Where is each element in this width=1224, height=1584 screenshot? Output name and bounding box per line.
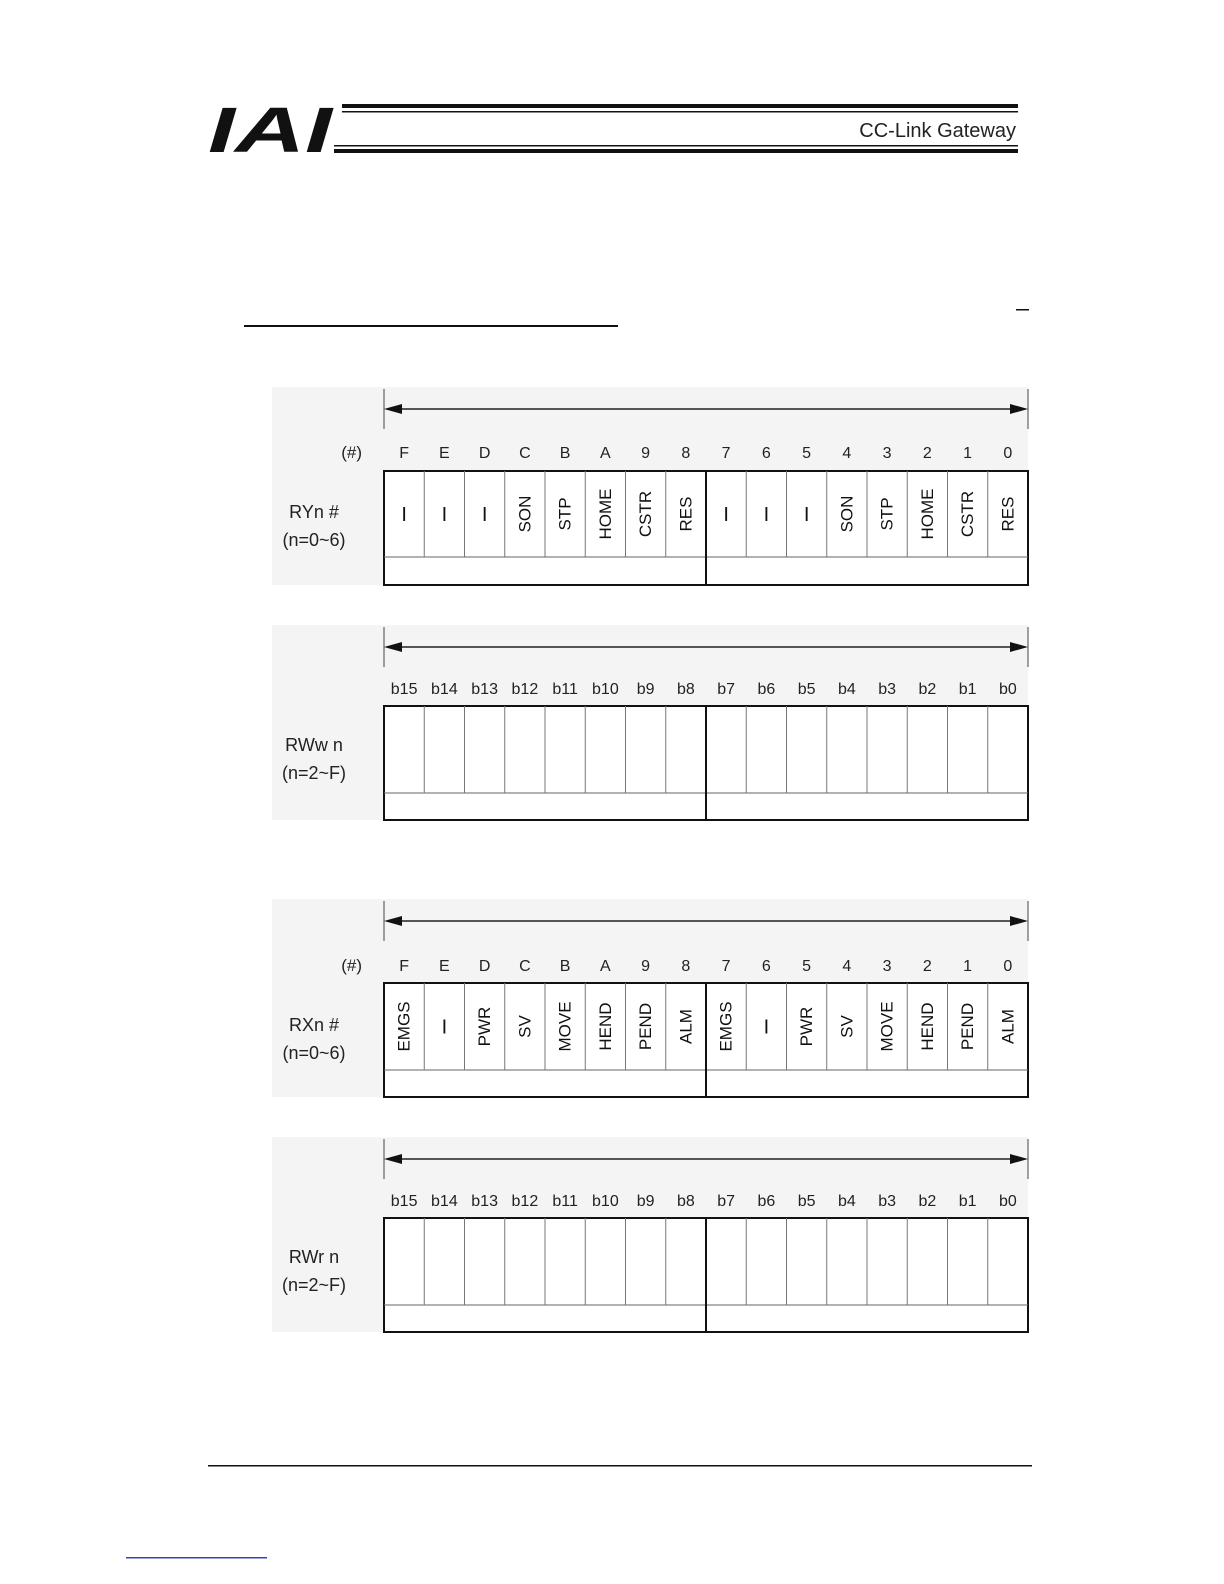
bit-header: E — [439, 445, 450, 462]
bit-header: b14 — [431, 1193, 458, 1210]
bit-header: b9 — [636, 1193, 655, 1210]
register-name: RWr n — [288, 1247, 340, 1267]
bit-header: 3 — [882, 445, 892, 462]
bit-header: b2 — [918, 681, 937, 698]
dash-mark — [1016, 309, 1029, 311]
bit-header: b14 — [431, 681, 458, 698]
bit-header: 3 — [882, 958, 892, 975]
bit-map-diagrams — [272, 387, 1028, 1332]
bit-cell: ALM — [676, 1009, 696, 1044]
bit-cell: I — [481, 504, 488, 526]
bit-header: C — [519, 445, 531, 462]
bit-map-rwr — [272, 1137, 1028, 1332]
bit-header: 9 — [641, 958, 651, 975]
bit-cell: I — [723, 504, 729, 526]
bit-cell: HOME — [917, 488, 937, 540]
bit-map-ry — [272, 387, 1028, 585]
bit-header: b12 — [511, 681, 539, 698]
bit-cell: STP — [555, 497, 575, 531]
bit-cell: EMGS — [394, 1001, 414, 1052]
bit-cell: I — [441, 1016, 448, 1039]
bit-cell: EMGS — [716, 1001, 736, 1052]
bit-cell: STP — [877, 497, 897, 531]
bit-header: b9 — [636, 681, 655, 698]
bit-cell: SON — [515, 495, 535, 533]
bit-cell: ALM — [998, 1009, 1018, 1044]
bit-header: F — [399, 445, 410, 462]
bit-header: b7 — [717, 681, 736, 698]
bit-header: 2 — [922, 445, 932, 462]
bit-header: 8 — [681, 445, 691, 462]
bit-cell: PEND — [636, 1002, 656, 1051]
bit-header: b0 — [998, 1193, 1017, 1210]
register-range: (n=0~6) — [282, 1043, 346, 1063]
bit-header: D — [478, 958, 491, 975]
bit-header: E — [439, 958, 450, 975]
bit-header: 5 — [802, 445, 812, 462]
bit-header: 2 — [922, 958, 932, 975]
bit-header: b8 — [676, 1193, 695, 1210]
register-name: RWw n — [285, 735, 343, 755]
bit-cell: MOVE — [877, 1001, 897, 1052]
bit-header: F — [399, 958, 410, 975]
bit-cell: I — [763, 504, 770, 526]
bit-header: 1 — [963, 445, 973, 462]
bit-header: 0 — [1003, 958, 1013, 975]
bit-cell: CSTR — [958, 490, 978, 538]
bit-header: b1 — [958, 681, 977, 698]
bit-header: b12 — [511, 1193, 539, 1210]
bit-header: 8 — [681, 958, 691, 975]
bit-cell: MOVE — [555, 1001, 575, 1052]
bit-header: 0 — [1003, 445, 1013, 462]
register-name: RXn # — [288, 1015, 340, 1035]
bit-header: 6 — [761, 958, 771, 975]
footer-link-underline — [126, 1557, 267, 1559]
bit-cell: SON — [837, 495, 857, 533]
register-range: (n=0~6) — [282, 530, 346, 550]
bit-cell: CSTR — [636, 490, 656, 538]
register-name: RYn # — [289, 502, 339, 522]
bit-header: C — [519, 958, 531, 975]
bit-header: B — [559, 958, 571, 975]
bit-map-rx — [272, 899, 1028, 1097]
bit-cell: RES — [998, 496, 1018, 532]
bit-header: b8 — [676, 681, 695, 698]
bit-header: b5 — [797, 681, 816, 698]
footer-rule — [208, 1465, 1032, 1467]
bit-header: 1 — [963, 958, 973, 975]
bit-map-rww — [272, 625, 1028, 820]
bit-cell: PEND — [958, 1002, 978, 1051]
bit-header: 6 — [761, 445, 771, 462]
register-range: (n=2~F) — [281, 1275, 347, 1295]
bit-cell: I — [763, 1016, 770, 1039]
bit-header: 9 — [641, 445, 651, 462]
bit-header: b4 — [837, 681, 856, 698]
product-title: CC-Link Gateway — [859, 120, 1016, 142]
bit-header: 4 — [842, 958, 852, 975]
bit-cell: PWR — [797, 1006, 817, 1047]
bit-header: 7 — [721, 445, 731, 462]
bit-cell: SV — [837, 1015, 857, 1038]
bit-header: A — [600, 445, 611, 462]
bit-cell: RES — [676, 496, 696, 532]
bit-header: b4 — [837, 1193, 856, 1210]
bit-cell: HOME — [595, 488, 615, 540]
bit-cell: HEND — [595, 1002, 615, 1051]
bit-header: b11 — [552, 681, 578, 698]
index-label: (#) — [341, 443, 362, 462]
bit-header: b11 — [552, 1193, 578, 1210]
bit-cell: I — [803, 504, 810, 526]
company-logo — [208, 94, 334, 166]
logo-text: IAI — [208, 94, 334, 166]
bit-header: b6 — [757, 1193, 776, 1210]
bit-header: b3 — [878, 681, 897, 698]
bit-header: b2 — [918, 1193, 937, 1210]
register-range: (n=2~F) — [281, 763, 347, 783]
bit-header: A — [600, 958, 611, 975]
bit-header: D — [478, 445, 491, 462]
bit-header: b5 — [797, 1193, 816, 1210]
bit-cell: SV — [515, 1015, 535, 1038]
bit-header: b10 — [592, 1193, 619, 1210]
bit-header: b15 — [390, 681, 418, 698]
bit-header: b15 — [390, 1193, 418, 1210]
bit-cell: PWR — [475, 1006, 495, 1047]
bit-header: b0 — [998, 681, 1017, 698]
bit-header: b7 — [717, 1193, 736, 1210]
bit-header: b13 — [471, 681, 498, 698]
bit-header: b10 — [592, 681, 619, 698]
bit-header: B — [559, 445, 571, 462]
bit-cell: I — [441, 504, 448, 526]
section-heading-underline — [244, 325, 618, 327]
bit-cell: HEND — [917, 1002, 937, 1051]
bit-header: 4 — [842, 445, 852, 462]
bit-header: 5 — [802, 958, 812, 975]
bit-header: b6 — [757, 681, 776, 698]
bit-header: b1 — [958, 1193, 977, 1210]
index-label: (#) — [341, 956, 362, 975]
bit-header: b3 — [878, 1193, 897, 1210]
bit-header: 7 — [721, 958, 731, 975]
bit-cell: I — [401, 504, 407, 526]
bit-header: b13 — [471, 1193, 498, 1210]
